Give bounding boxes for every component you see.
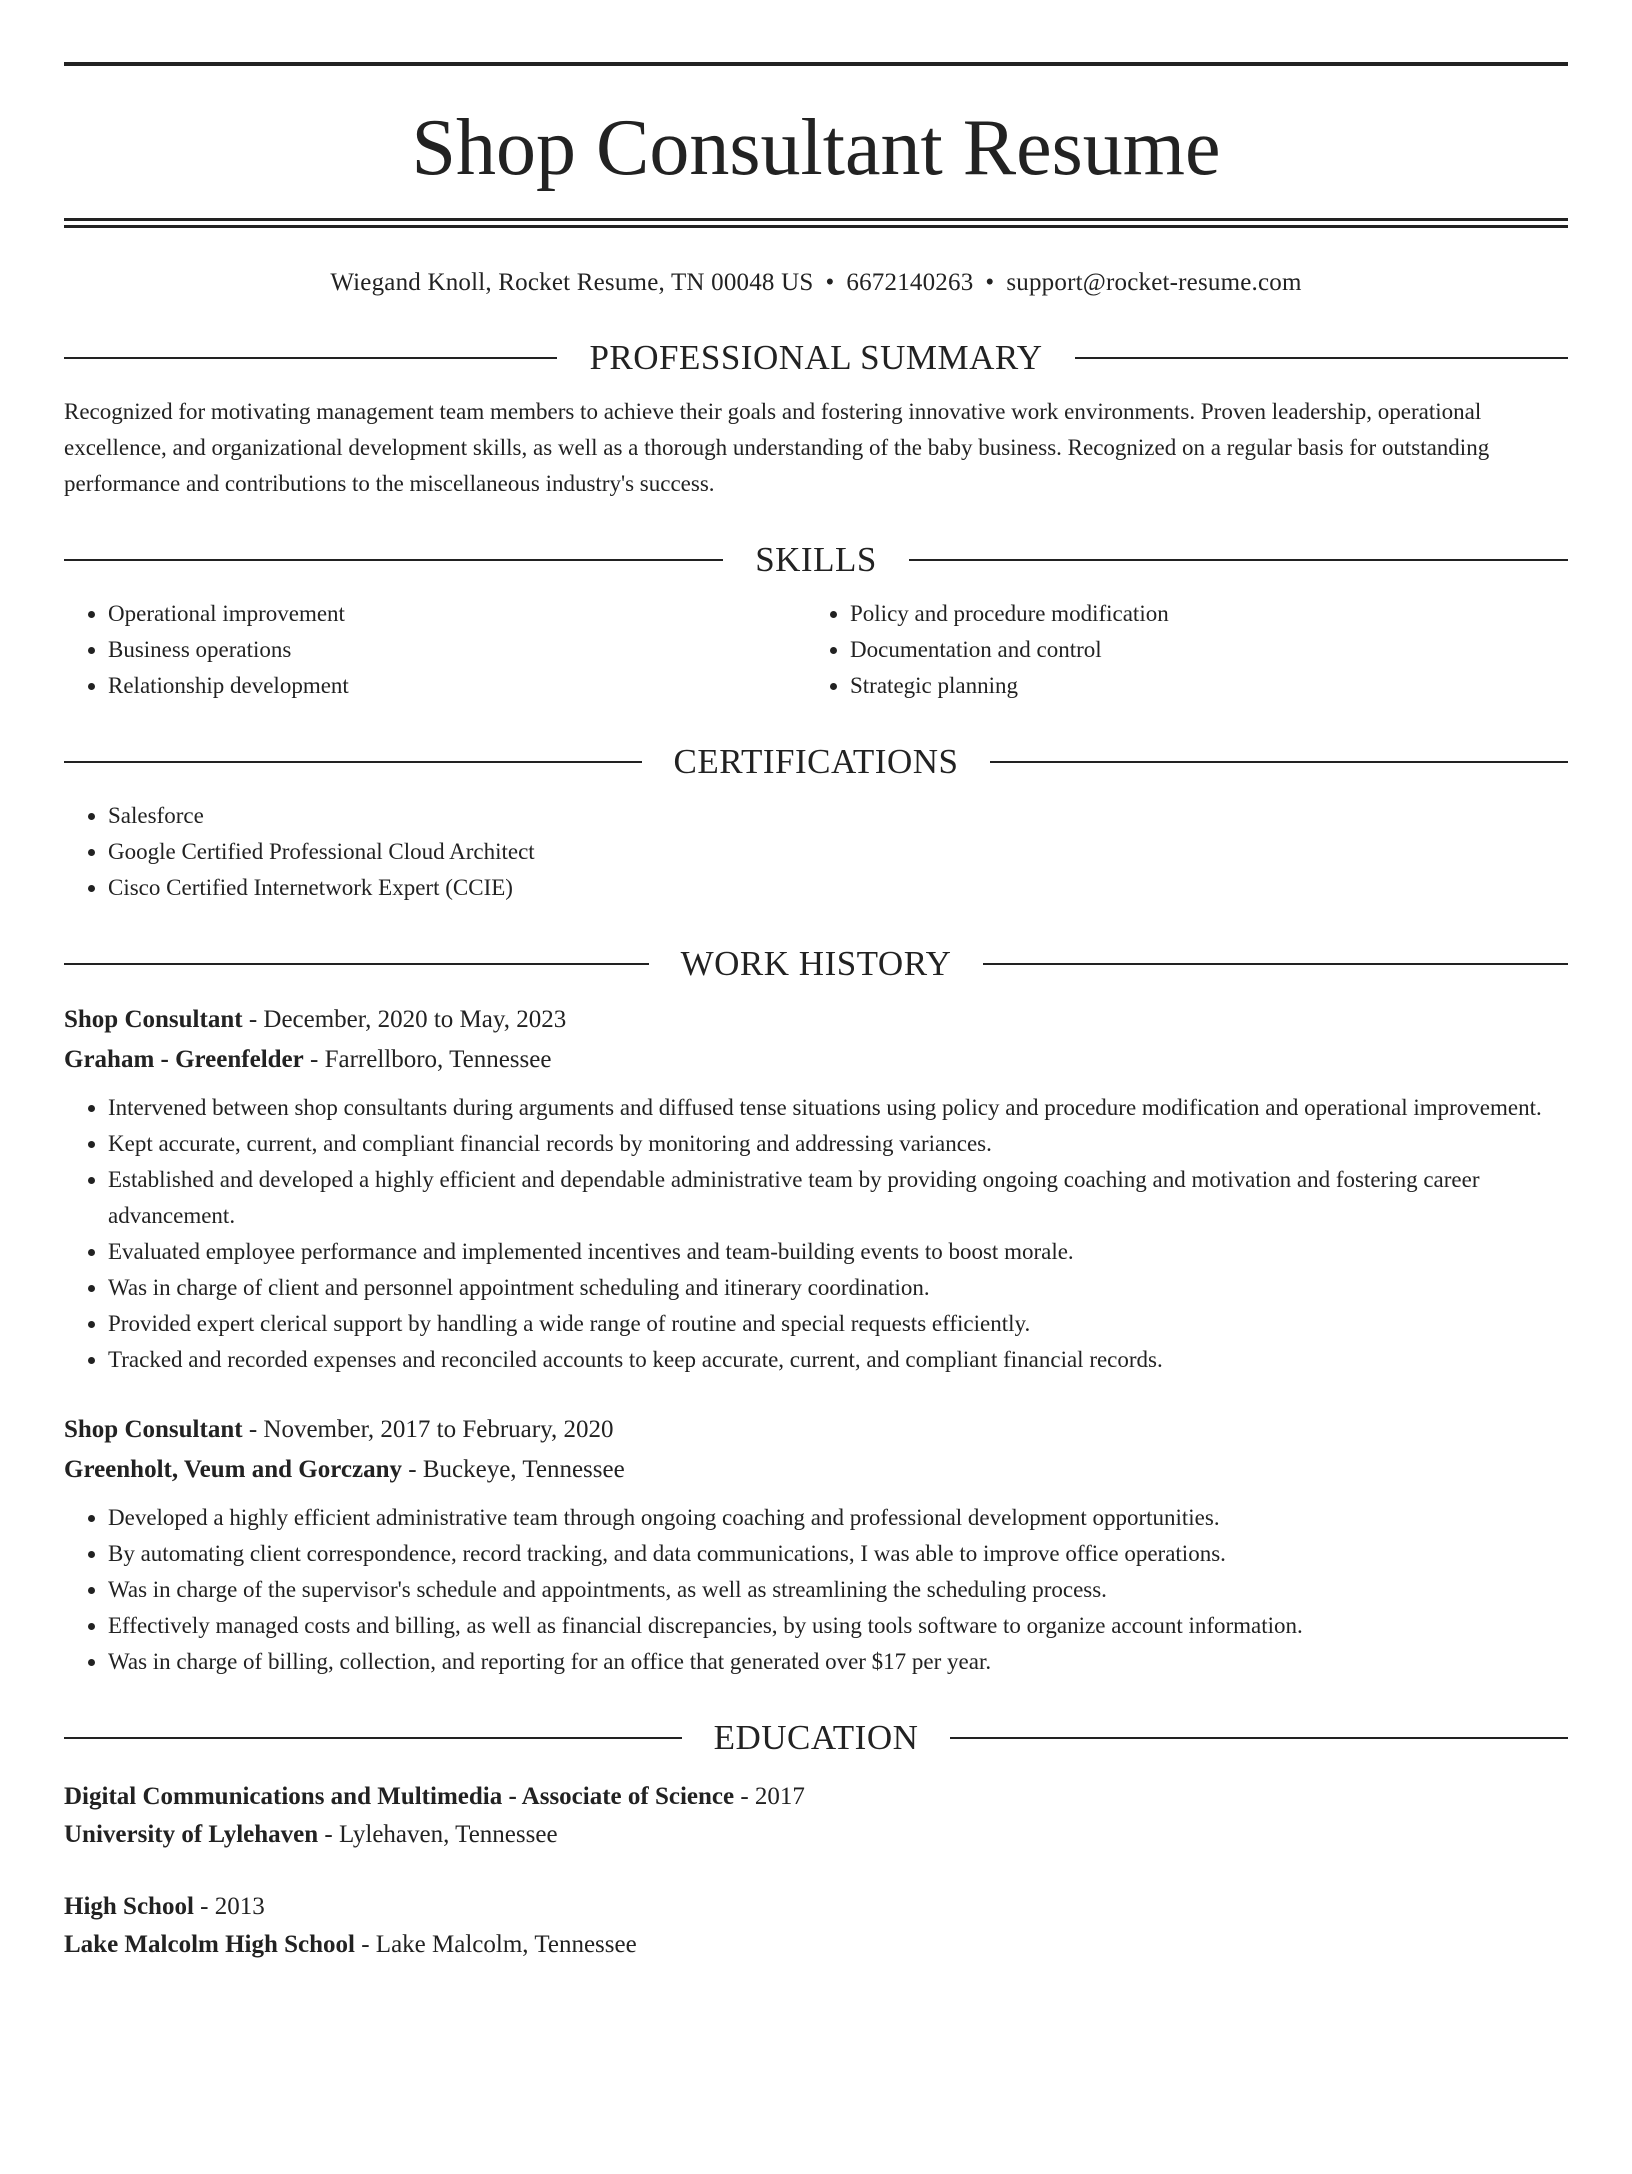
job-bullet: • Was in charge of client and personnel appointment scheduling and itinerary coordination. [108,1270,1568,1306]
skills-columns [64,596,1568,704]
education-year: - 2017 [734,1783,805,1810]
certification-item: • Cisco Certified Internetwork Expert (CCIE) [108,870,1568,906]
divider-line [64,559,723,561]
divider-line [990,761,1568,763]
top-rule [64,62,1568,66]
job-company: Greenholt, Veum and Gorczany [64,1456,402,1483]
job-company-line [64,1040,1568,1080]
divider-line [1075,357,1568,359]
education-degree-line [64,1888,1568,1926]
job-bullet: • Provided expert clerical support by handling a wide range of routine and special requests efficiently. [108,1306,1568,1342]
education-school-line [64,1816,1568,1854]
resume-page [0,62,1632,2174]
job-bullet: • Evaluated employee performance and implemented incentives and team-building events to boost morale. [108,1234,1568,1270]
job-title: Shop Consultant [64,1416,243,1443]
divider-line [64,1737,682,1739]
divider-line [909,559,1568,561]
divider-line [983,963,1568,965]
job-dates: - December, 2020 to May, 2023 [242,1006,567,1033]
job-location: - Buckeye, Tennessee [402,1456,625,1483]
section-title-work: WORK HISTORY [680,944,952,983]
section-title-certifications: CERTIFICATIONS [673,742,959,781]
job-bullet: • Developed a highly efficient administrative team through ongoing coaching and professional development opportunities. [108,1500,1568,1536]
job-bullets [64,1500,1568,1680]
job-bullet: • Effectively managed costs and billing, as well as financial discrepancies, by using tools software to organize account information. [108,1608,1568,1644]
education-degree: High School [64,1893,194,1920]
education-location: - Lylehaven, Tennessee [318,1821,558,1848]
section-title-skills: SKILLS [755,540,877,579]
job-bullets [64,1090,1568,1378]
divider-line [64,963,649,965]
education-degree-line [64,1778,1568,1816]
section-header-work [64,942,1568,986]
skill-item: • Relationship development [108,668,806,704]
job-bullet: • Tracked and recorded expenses and reconciled accounts to keep accurate, current, and compliant financial records. [108,1342,1568,1378]
education-year: - 2013 [193,1893,265,1920]
resume-title: Shop Consultant Resume [411,104,1221,192]
certification-item: • Google Certified Professional Cloud Architect [108,834,1568,870]
section-title-summary: PROFESSIONAL SUMMARY [589,338,1043,377]
skill-item: • Strategic planning [850,668,1548,704]
contact-address: Wiegand Knoll, Rocket Resume, TN 00048 US [330,269,814,296]
education-school-line [64,1926,1568,1964]
job-company: Graham - Greenfelder [64,1046,304,1073]
skill-item: • Business operations [108,632,806,668]
education-entry [64,1888,1568,1964]
skills-list-right [806,596,1548,704]
job-location: - Farrellboro, Tennessee [303,1046,552,1073]
job-bullet: • Established and developed a highly efficient and dependable administrative team by providing ongoing coaching and motivation and fostering career advancement. [108,1162,1568,1234]
skill-item: • Operational improvement [108,596,806,632]
divider-line [950,1737,1568,1739]
job-bullet: • Was in charge of billing, collection, and reporting for an office that generated over $17 per year. [108,1644,1568,1680]
job-bullet: • Was in charge of the supervisor's schedule and appointments, as well as streamlining the scheduling process. [108,1572,1568,1608]
job-entry [64,1410,1568,1680]
certification-item: • Salesforce [108,798,1568,834]
education-location: - Lake Malcolm, Tennessee [354,1931,637,1958]
section-header-education [64,1716,1568,1760]
section-header-summary [64,336,1568,380]
job-bullet: • Kept accurate, current, and compliant financial records by monitoring and addressing variances. [108,1126,1568,1162]
divider-line [64,357,557,359]
skill-item: • Policy and procedure modification [850,596,1548,632]
job-title-line [64,1000,1568,1040]
job-bullet: • Intervened between shop consultants during arguments and diffused tense situations using policy and procedure modification and operational improvement. [108,1090,1568,1126]
job-title-line [64,1410,1568,1450]
job-entry [64,1000,1568,1378]
job-title: Shop Consultant [64,1006,243,1033]
divider-line [64,761,642,763]
skill-item: • Documentation and control [850,632,1548,668]
education-school: Lake Malcolm High School [64,1931,355,1958]
contact-phone: 6672140263 [846,269,974,296]
section-header-skills [64,538,1568,582]
job-bullet: • By automating client correspondence, record tracking, and data communications, I was able to improve office operations. [108,1536,1568,1572]
title-double-rule [64,218,1568,228]
job-company-line [64,1450,1568,1490]
job-dates: - November, 2017 to February, 2020 [242,1416,614,1443]
education-school: University of Lylehaven [64,1821,319,1848]
section-title-education: EDUCATION [713,1718,919,1757]
summary-text: Recognized for motivating management team members to achieve their goals and fostering innovative work environments. Proven leadership, operational excellence, and organizational development skills, as well as a thorough understanding of the baby business. Recognized on a regular basis for outstanding performance and contributions to the miscellaneous industry's success. [64,399,1490,496]
contact-separator: • [825,269,835,296]
education-degree: Digital Communications and Multimedia - Associate of Science [64,1783,735,1810]
contact-email: support@rocket-resume.com [1006,269,1302,296]
certifications-list [64,798,1568,906]
education-entry [64,1778,1568,1854]
section-header-certifications [64,740,1568,784]
contact-separator: • [985,269,995,296]
contact-line [64,266,1568,300]
skills-list-left [64,596,806,704]
